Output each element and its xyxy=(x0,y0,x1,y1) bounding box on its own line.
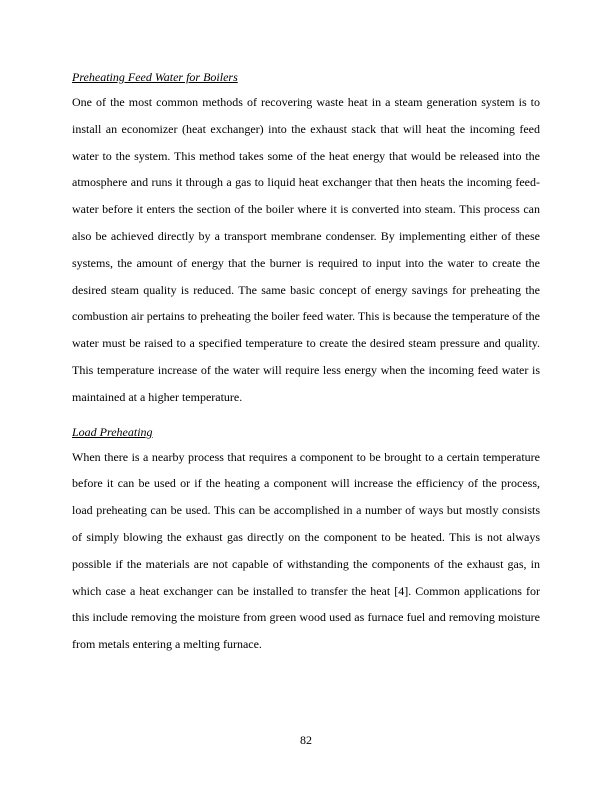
section-heading-feed-water: Preheating Feed Water for Boilers xyxy=(72,70,238,84)
section-heading-load-preheating: Load Preheating xyxy=(72,424,153,439)
section-load-preheating xyxy=(72,425,540,658)
section-body-load-preheating: When there is a nearby process that requires a component to be brought to a certain temperature before it can be used or if the heating a component will increase the efficiency of the process, load preheating can be used. This can be accomplished in a number of ways but mostly consists of simply blowing the exhaust gas directly on the component to be heated. This is not always possible if the materials are not capable of withstanding the components of the exhaust gas, in which case a heat exchanger can be installed to transfer the heat [4]. Common applications for this include removing the moisture from green wood used as furnace fuel and removing moisture from metals entering a melting furnace. xyxy=(72,449,540,652)
document-page xyxy=(72,70,540,658)
section-feed-water xyxy=(72,70,540,411)
section-body-feed-water: One of the most common methods of recovering waste heat in a steam generation system is to install an economizer (heat exchanger) into the exhaust stack that will heat the incoming feed water to the system. This method takes some of the heat energy that would be released into the atmosphere and runs it through a gas to liquid heat exchanger that then heats the incoming feed-water before it enters the section of the boiler where it is converted into steam. This process can also be achieved directly by a transport membrane condenser. By implementing either of these systems, the amount of energy that the burner is required to input into the water to create the desired steam quality is reduced. The same basic concept of energy savings for preheating the combustion air pertains to preheating the boiler feed water. This is because the temperature of the water must be raised to a specified temperature to create the desired steam pressure and quality. This temperature increase of the water will require less energy when the incoming feed water is maintained at a higher temperature. xyxy=(72,95,540,404)
page-number: 82 xyxy=(300,733,312,747)
